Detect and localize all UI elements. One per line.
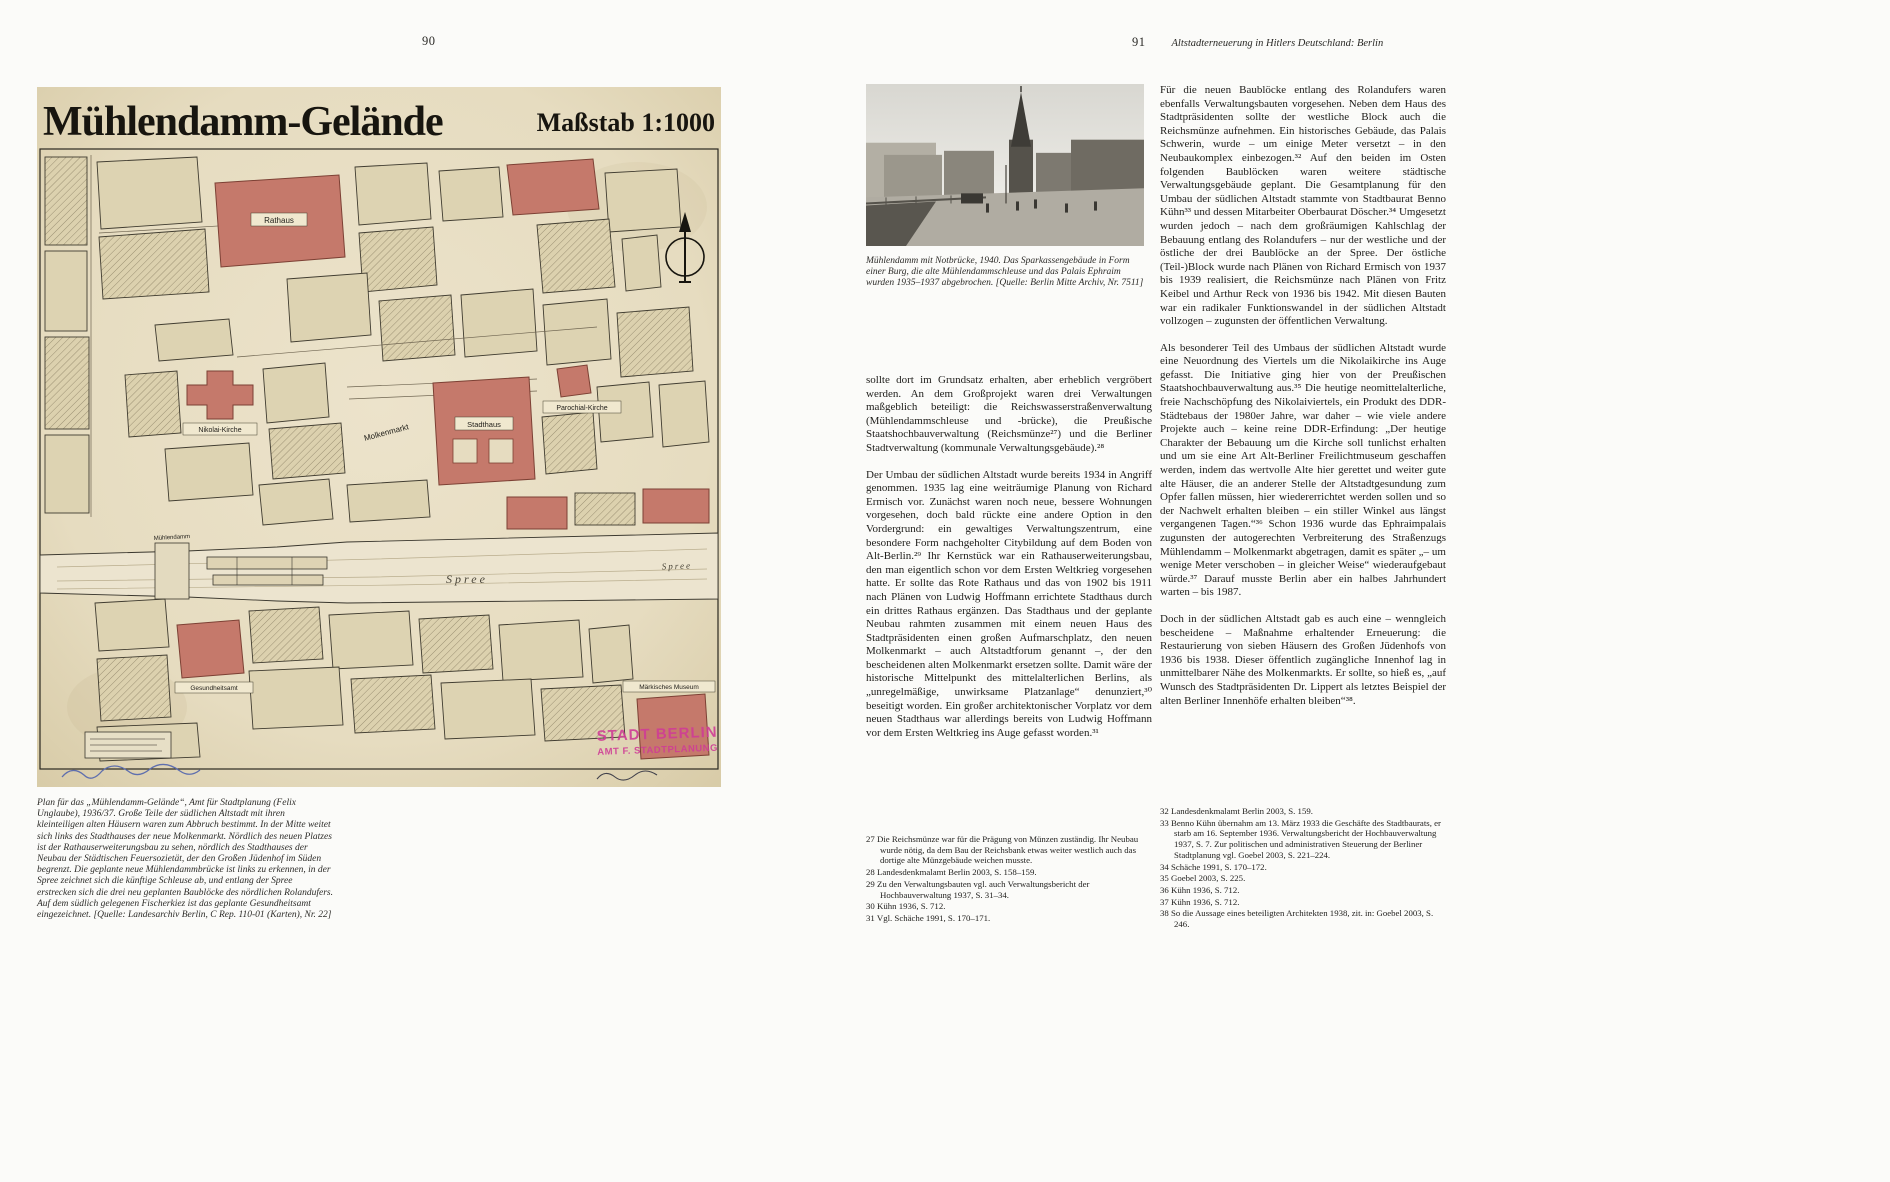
footnote: 33 Benno Kühn übernahm am 13. März 1933 die Geschäfte des Stadtbaurats, er starb am 16. September 1936. Verwaltungsbericht der Hochbauverwaltung 1937, S. 7. Zur politischen und administrativen Steuerung der Berliner Stadtplanung vgl. Goebel 2003, S. 221–224.	[1160, 817, 1441, 860]
footnote: 36 Kühn 1936, S. 712.	[1160, 884, 1240, 895]
label-stadthaus: Stadthaus	[467, 420, 501, 429]
footnote: 34 Schäche 1991, S. 170–172.	[1160, 861, 1267, 872]
footnote: 29 Zu den Verwaltungsbauten vgl. auch Verwaltungsbericht der Hochbauverwaltung 1937, S. 31–34.	[866, 878, 1090, 900]
photo-caption: Mühlendamm mit Notbrücke, 1940. Das Sparkassengebäude in Form einer Burg, die alte Mühlendammschleuse und das Palais Ephraim wurden 1935–1937 abgebrochen. [Quelle: Berlin Mitte Archiv, Nr. 7511]	[866, 256, 1144, 289]
label-parochial-kirche: Parochial-Kirche	[556, 405, 608, 412]
label-muehlendamm: Mühlendamm	[153, 534, 191, 542]
muehlendamm-bridge	[155, 543, 189, 599]
footnotes-right	[1160, 806, 1446, 931]
label-spree-1: Spree	[446, 572, 488, 586]
paragraph: sollte dort im Grundsatz erhalten, aber erheblich vergröbert werden. An dem Großprojekt waren drei Verwaltungen maßgeblich beteiligt: die Reichswasserstraßenverwaltung (Mühlendammschleuse und -brücke), die Preußische Staatshochbauverwaltung (Reichsmünze²⁷) und die Berliner Stadtverwaltung (kommunale Verwaltungsgebäude).²⁸	[866, 374, 1152, 454]
map-svg	[37, 86, 721, 788]
label-nikolai-kirche: Nikolai-Kirche	[198, 427, 242, 434]
paragraph: Als besonderer Teil des Umbaus der südlichen Altstadt wurde eine Neuordnung des Viertels um die Nikolaikirche ins Auge gefasst. Die Initiative ging hier von der Preußischen Staatshochbauverwaltung aus.³⁵ Die heutige neomittelalterliche, freie Nachschöpfung des Nikolaiviertels, ein Produkt des DDR-Städtebaus der 1980er Jahre, war daher – wie viele andere Projekte auch – keine reine DDR-Erfindung: „Der heutige Charakter der Bebauung um die Kirche soll tunlichst erhalten und um sie eine Art Alt-Berliner Freilichtmuseum geschaffen werden, indem das wertvolle Alte hier gerettet und weiter gute alte Häuser, die an anderer Stelle der Altstadtgesundung zum Opfer fallen müssen, hier wiedererrichtet werden sollen und so der Nachwelt erhalten bleiben – ein stiller Winkel aus längst vergangenen Tagen.“³⁶ Schon 1936 wurde das Ephraimpalais zugunsten der autogerechten Verbreiterung des Straßenzugs Mühlendamm – Molkenmarkt abgetragen, damit es später „– um wenige Meter verschoben – in gleicher Weise“ wiederaufgebaut würde.³⁷ Darauf musste Berlin aber ein halbes Jahrhundert warten – bis 1987.	[1160, 341, 1446, 599]
label-molkenmarkt: Molkenmarkt	[363, 422, 410, 443]
parochial-kirche-footprint	[557, 365, 591, 397]
photo-muehlendamm	[866, 84, 1144, 246]
map-title: Mühlendamm-Gelände	[43, 99, 443, 145]
running-head: Altstadterneuerung in Hitlers Deutschland: Berlin	[1171, 38, 1384, 49]
footnote: 37 Kühn 1936, S. 712.	[1160, 896, 1240, 907]
northeast-red-block	[507, 159, 599, 215]
right-page-header	[1132, 33, 1383, 51]
footnote: 32 Landesdenkmalamt Berlin 2003, S. 159.	[1160, 806, 1313, 816]
stadthaus-block	[433, 377, 535, 485]
text-column-right	[1160, 84, 1446, 798]
page-number-left: 90	[422, 34, 436, 48]
footnote: 27 Die Reichsmünze war für die Prägung von Münzen zuständig. Ihr Neubau wurde nötig, da dem Bau der Reichsbank etwas weiter westlich auch das dortige alte Münzgebäude weichen musste.	[866, 834, 1139, 866]
label-spree-2: Spree	[661, 560, 693, 572]
gesundheitsamt-block	[177, 620, 244, 678]
map-caption: Plan für das „Mühlendamm-Gelände“, Amt für Stadtplanung (Felix Unglaube), 1936/37. Große Teile der südlichen Altstadt mit ihren kleinteiligen alten Häusern waren zum Abbruch bestimmt. In der Mitte weitet sich links des Stadthauses der neue Molkenmarkt. Nördlich des neuen Platzes ist der Rathauserweiterungsbau zu sehen, nördlich des Stadthauses der Neubau der Städtischen Feuersozietät, der den Großen Jüdenhof im Süden begrenzt. Die geplante neue Mühlendammbrücke ist links zu erkennen, in der Spree zeichnet sich die künftige Schleuse ab, und entlang der Spree erstrecken sich die drei neu geplanten Baublöcke des nördlichen Rolandufers. Auf dem südlich gelegenen Fischerkiez ist das geplante Gesundheitsamt eingezeichnet. [Quelle: Landesarchiv Berlin, C Rep. 110-01 (Karten), Nr. 22]	[37, 798, 334, 921]
footnote: 35 Goebel 2003, S. 225.	[1160, 873, 1246, 884]
stadtplanung-stamp	[596, 724, 718, 758]
label-gesundheitsamt: Gesundheitsamt	[190, 685, 238, 692]
footnote: 28 Landesdenkmalamt Berlin 2003, S. 158–159.	[866, 867, 1037, 878]
stamp-line-1: STADT BERLIN	[596, 723, 718, 745]
rolandufer-block-3	[643, 489, 709, 523]
paragraph: Der Umbau der südlichen Altstadt wurde bereits 1934 in Angriff genommen. 1935 lag eine weiträumige Planung von Richard Ermisch vor. Zunächst waren noch neue, bessere Wohnungen vorgesehen, doch bald rückte eine andere Option in den Vordergrund: ein gewaltiges Verwaltungszentrum, eine besondere Form nachgeholter Citybildung auf dem Boden von Alt-Berlin.²⁹ Ihr Kernstück war ein Rathauserweiterungsbau, den man eigentlich schon vor dem Ersten Weltkrieg vorgesehen hatte. Er sollte das Rote Rathaus und das von 1902 bis 1911 nach Plänen von Ludwig Hoffmann errichtete Stadthaus durch ein drittes Rathaus ergänzen. Das Stadthaus und der geplante Neubau rahmten zusammen mit einem neuen Haus des Stadtpräsidenten einen großen Aufmarschplatz, den neuen Molkenmarkt – auch Altstadtforum genannt –, der den bescheidenen alten Molkenmarkt ersetzen sollte. Damit wäre der historische Mittelpunkt des mittelalterlichen Berlins, als „unregelmäßige, unwirksame Platzanlage“ denunziert,³⁰ beseitigt worden. Ein großer architektonischer Vorplatz vor dem neuen Stadthaus war allerdings bereits von Ludwig Hoffmann vor dem Ersten Weltkrieg ins Auge gefasst worden.³¹	[866, 468, 1152, 739]
page-number-right: 91	[1132, 35, 1146, 49]
label-rathaus: Rathaus	[264, 216, 294, 225]
paragraph: Doch in der südlichen Altstadt gab es auch eine – wenngleich bescheidene – Maßnahme erhaltender Erneuerung: die Restaurierung von sieben Häusern des Großen Jüdenhofs von 1936 bis 1938. Dieser öffentlich zugängliche Innenhof lag in unmittelbarer Nähe des Molkenmarkts. Er sollte, so hieß es, „auf Wunsch des Stadtpräsidenten Dr. Lippert als letztes Beispiel der alten Berliner Innenhöfe erhalten bleiben“³⁸.	[1160, 612, 1446, 707]
rolandufer-block-1	[507, 497, 567, 529]
map-scale-label: Maßstab 1:1000	[536, 108, 715, 137]
map-plate	[37, 86, 721, 788]
archive-stamp-box	[85, 732, 171, 758]
photo-svg	[866, 84, 1144, 246]
footnote: 30 Kühn 1936, S. 712.	[866, 901, 946, 912]
text-column-left	[866, 374, 1152, 826]
footnotes-left	[866, 834, 1152, 925]
label-maerkisches-museum: Märkisches Museum	[639, 684, 699, 691]
paragraph: Für die neuen Baublöcke entlang des Rolandufers waren ebenfalls Verwaltungsbauten vorgesehen. Neben dem Haus des Stadtpräsidenten sollte der westliche Block auch die Reichsmünze aufnehmen. Ein historisches Gebäude, das Palais Schwerin, wurde – um einige Meter versetzt – in den Neubaukomplex einbezogen.³² Auf den beiden im Osten folgenden Baublöcken waren weitere städtische Verwaltungsgebäude geplant. Die Gesamtplanung für den Umbau der südlichen Altstadt stammte von Stadtbaurat Benno Kühn³³ und dessen Mitarbeiter Oberbaurat Döscher.³⁴ Umgesetzt wurden jedoch – nach dem großräumigen Kahlschlag der Bebauung entlang des Rolandufers – nur der westliche und der östliche der drei Baublöcke an der Spree. Der östliche (Teil-)Block wurde nach Plänen von Richard Ermisch von 1937 bis 1939 realisiert, die Reichsmünze nach Plänen von Fritz Keibel und Arthur Reck von 1936 bis 1942. Mit diesen Bauten war ein radikaler Funktionswandel in der südlichen Altstadt vollzogen – zugunsten der öffentlichen Verwaltung.	[1160, 84, 1446, 328]
footnote: 38 So die Aussage eines beteiligten Architekten 1938, zit. in: Goebel 2003, S. 246.	[1160, 908, 1434, 930]
stamp-line-2: AMT F. STADTPLANUNG	[597, 742, 719, 758]
footnote: 31 Vgl. Schäche 1991, S. 170–171.	[866, 912, 991, 923]
rolandufer-block-2	[575, 493, 635, 525]
photo-vehicle	[961, 193, 983, 203]
